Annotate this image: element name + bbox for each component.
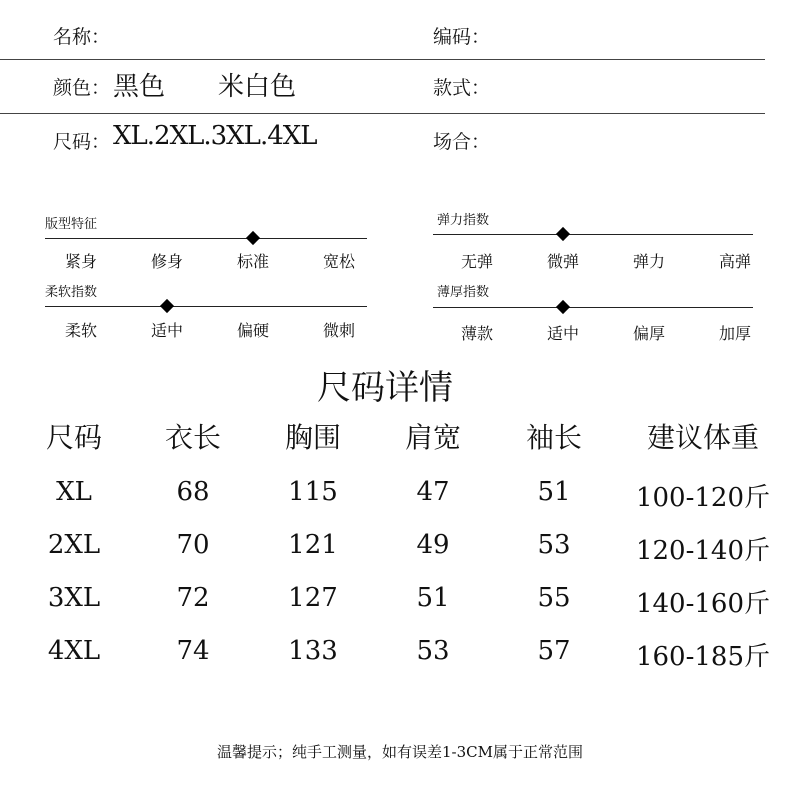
scale-option: 偏硬 bbox=[236, 321, 270, 340]
size-table-header: 尺码 bbox=[45, 421, 103, 454]
scale-option: 无弹 bbox=[460, 252, 494, 271]
table-cell: 74 bbox=[176, 636, 210, 666]
selected-diamond-marker bbox=[556, 300, 570, 314]
scale-title: 版型特征 bbox=[45, 217, 98, 232]
scale-option: 弹力 bbox=[632, 252, 666, 271]
scale-option: 偏厚 bbox=[632, 324, 666, 343]
scale-option: 宽松 bbox=[322, 252, 356, 271]
size-table-header: 袖长 bbox=[525, 421, 583, 454]
scale-option: 适中 bbox=[546, 324, 580, 343]
table-cell: 3XL bbox=[47, 583, 101, 613]
table-cell: 2XL bbox=[47, 530, 101, 560]
table-cell: 51 bbox=[416, 583, 450, 613]
table-cell: 49 bbox=[416, 530, 450, 560]
size-details-title: 尺码详情 bbox=[317, 368, 453, 408]
table-cell: 57 bbox=[537, 636, 571, 666]
color-black: 黑色 bbox=[113, 72, 166, 102]
table-cell: 127 bbox=[288, 583, 338, 613]
scale-line bbox=[45, 238, 367, 239]
scale-line bbox=[45, 306, 367, 307]
size-table-header: 建议体重 bbox=[646, 421, 760, 454]
scale-option: 加厚 bbox=[718, 324, 752, 343]
table-cell: 100-120斤 bbox=[635, 483, 771, 513]
occasion-label: 场合： bbox=[433, 131, 491, 153]
scale-option: 紧身 bbox=[64, 252, 98, 271]
divider-1 bbox=[0, 59, 765, 60]
scale-option: 微刺 bbox=[322, 321, 356, 340]
name-label: 名称： bbox=[53, 26, 111, 48]
size-label: 尺码： bbox=[53, 131, 111, 153]
scale-option: 修身 bbox=[150, 252, 184, 271]
table-cell: 53 bbox=[416, 636, 450, 666]
scale-line bbox=[433, 234, 753, 235]
scale-option: 高弹 bbox=[718, 252, 752, 271]
scale-line bbox=[433, 307, 753, 308]
size-table-header: 衣长 bbox=[164, 421, 222, 454]
table-cell: 160-185斤 bbox=[635, 642, 771, 672]
table-cell: 53 bbox=[537, 530, 571, 560]
table-cell: XL bbox=[56, 477, 92, 507]
table-cell: 133 bbox=[288, 636, 338, 666]
scale-option: 薄款 bbox=[460, 324, 494, 343]
table-cell: 70 bbox=[176, 530, 210, 560]
selected-diamond-marker bbox=[246, 231, 260, 245]
selected-diamond-marker bbox=[160, 299, 174, 313]
table-cell: 115 bbox=[288, 477, 338, 507]
scale-title: 柔软指数 bbox=[45, 285, 98, 300]
code-label: 编码： bbox=[433, 26, 491, 48]
measurement-note: 温馨提示；纯手工测量，如有误差1-3CM属于正常范围 bbox=[217, 743, 583, 761]
table-cell: 121 bbox=[288, 530, 338, 560]
size-table-header: 肩宽 bbox=[404, 421, 462, 454]
scale-option: 柔软 bbox=[64, 321, 98, 340]
table-cell: 51 bbox=[537, 477, 571, 507]
scale-title: 薄厚指数 bbox=[437, 285, 490, 300]
style-label: 款式： bbox=[433, 77, 491, 99]
divider-2 bbox=[0, 113, 765, 114]
table-cell: 68 bbox=[176, 477, 210, 507]
color-offwhite: 米白色 bbox=[218, 72, 297, 102]
scale-title: 弹力指数 bbox=[437, 213, 490, 228]
table-cell: 72 bbox=[176, 583, 210, 613]
color-label: 颜色： bbox=[53, 77, 111, 99]
scale-option: 微弹 bbox=[546, 252, 580, 271]
table-cell: 4XL bbox=[47, 636, 101, 666]
scale-option: 适中 bbox=[150, 321, 184, 340]
table-cell: 47 bbox=[416, 477, 450, 507]
scale-option: 标准 bbox=[236, 252, 270, 271]
size-table-header: 胸围 bbox=[284, 421, 342, 454]
table-cell: 140-160斤 bbox=[635, 589, 771, 619]
table-cell: 120-140斤 bbox=[635, 536, 771, 566]
sizes-value: XL.2XL.3XL.4XL bbox=[113, 121, 317, 151]
table-cell: 55 bbox=[537, 583, 571, 613]
selected-diamond-marker bbox=[556, 227, 570, 241]
